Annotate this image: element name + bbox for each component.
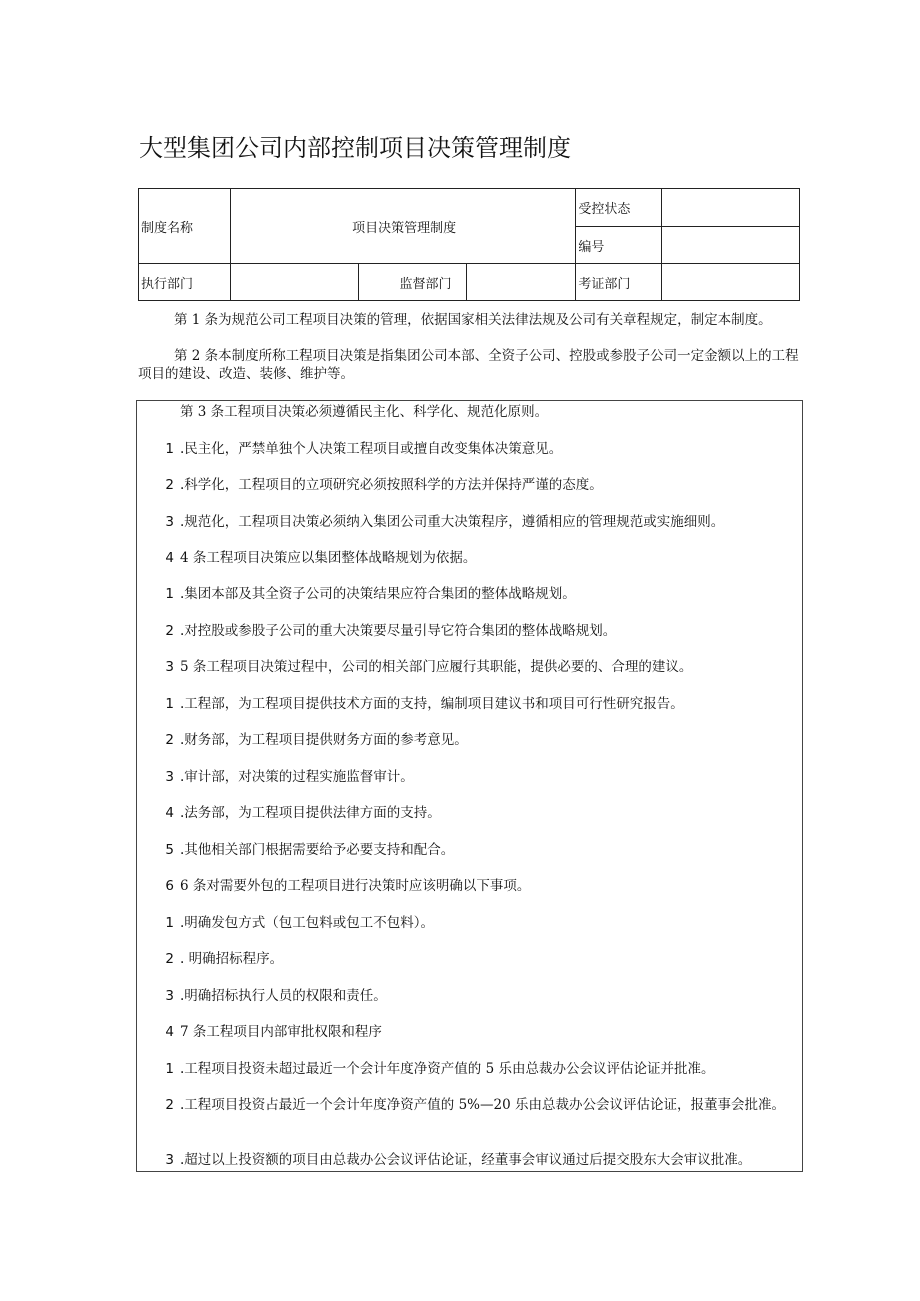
list-item: 2 .对控股或参股子公司的重大决策要尽量引导它符合集团的整体战略规划。 — [165, 623, 617, 639]
list-item: 2 .财务部，为工程项目提供财务方面的参考意见。 — [165, 732, 468, 748]
label-exec: 执行部门 — [139, 264, 231, 301]
list-item: 3 .规范化，工程项目决策必须纳入集团公司重大决策程序，遵循相应的管理规范或实施细则。 — [165, 514, 725, 530]
list-item: 3 .审计部，对决策的过程实施监督审计。 — [165, 769, 414, 785]
value-supervise — [466, 264, 576, 301]
list-item: 3 5 条工程项目决策过程中，公司的相关部门应履行其职能，提供必要的、合理的建议。 — [165, 659, 693, 675]
value-exec — [230, 264, 358, 301]
list-item: 6 6 条对需要外包的工程项目进行决策时应该明确以下事项。 — [165, 878, 531, 894]
list-item: 2 . 明确招标程序。 — [165, 951, 284, 967]
list-item: 2 .工程项目投资占最近一个会计年度净资产值的 5%—20 乐由总裁办公会议评估论证，报董事会批准。 — [165, 1097, 785, 1113]
label-control: 受控状态 — [576, 189, 662, 227]
list-item: 3 .超过以上投资额的项目由总裁办公会议评估论证，经董事会审议通过后提交股东大会审议批准。 — [165, 1152, 752, 1168]
list-item: 1 .明确发包方式（包工包料或包工不包料）。 — [165, 915, 435, 931]
list-item: 4 .法务部，为工程项目提供法律方面的支持。 — [165, 805, 441, 821]
list-item: 1 .工程部，为工程项目提供技术方面的支持，编制项目建议书和项目可行性研究报告。 — [165, 696, 684, 712]
label-verify: 考证部门 — [576, 264, 662, 301]
value-number — [662, 227, 800, 264]
list-item: 1 .民主化，严禁单独个人决策工程项目或擅自改变集体决策意见。 — [165, 441, 563, 457]
list-item: 1 .工程项目投资未超过最近一个会计年度净资产值的 5 乐由总裁办公会议评估论证并批准。 — [165, 1061, 715, 1077]
value-control — [662, 189, 800, 227]
label-number: 编号 — [576, 227, 662, 264]
article-2: 第 2 条本制度所称工程项目决策是指集团公司本部、全资子公司、控股或参股子公司一定金额以上的工程项目的建设、改造、装修、维护等。 — [138, 348, 799, 382]
label-supervise: 监督部门 — [358, 264, 466, 301]
label-name: 制度名称 — [139, 189, 231, 264]
list-item: 5 .其他相关部门根据需要给予必要支持和配合。 — [165, 842, 455, 858]
page-title: 大型集团公司内部控制项目决策管理制度 — [139, 134, 571, 162]
header-table — [138, 188, 800, 301]
list-item: 4 4 条工程项目决策应以集团整体战略规划为依据。 — [165, 550, 477, 566]
list-item: 1 .集团本部及其全资子公司的决策结果应符合集团的整体战略规划。 — [165, 586, 576, 602]
list-item: 4 7 条工程项目内部审批权限和程序 — [165, 1024, 382, 1040]
value-verify — [662, 264, 800, 301]
list-item: 3 .明确招标执行人员的权限和责任。 — [165, 988, 387, 1004]
list-item: 第 3 条工程项目决策必须遵循民主化、科学化、规范化原则。 — [180, 404, 549, 420]
list-item: 2 .科学化，工程项目的立项研究必须按照科学的方法并保持严谨的态度。 — [165, 477, 603, 493]
value-name: 项目决策管理制度 — [230, 189, 575, 264]
article-1: 第 1 条为规范公司工程项目决策的管理，依据国家相关法律法规及公司有关章程规定，制定本制度。 — [174, 312, 772, 328]
